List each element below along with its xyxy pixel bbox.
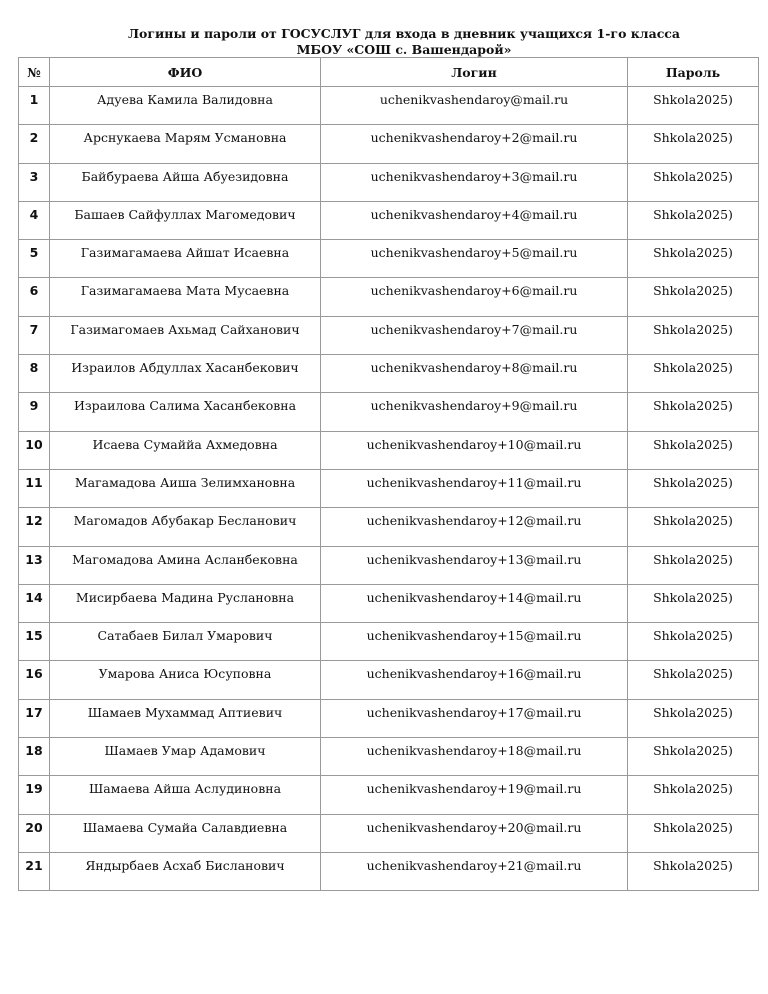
row-number: 6	[19, 278, 50, 316]
student-name: Израилова Салима Хасанбековна	[50, 393, 321, 431]
password-cell: Shkola2025)	[628, 316, 759, 354]
password-cell: Shkola2025)	[628, 163, 759, 201]
password-cell: Shkola2025)	[628, 125, 759, 163]
row-number: 11	[19, 469, 50, 507]
password-cell: Shkola2025)	[628, 699, 759, 737]
password-cell: Shkola2025)	[628, 87, 759, 125]
student-name: Башаев Сайфуллах Магомедович	[50, 201, 321, 239]
row-number: 1	[19, 87, 50, 125]
password-cell: Shkola2025)	[628, 738, 759, 776]
login-cell: uchenikvashendaroy+4@mail.ru	[321, 201, 628, 239]
table-row	[19, 316, 759, 354]
row-number: 15	[19, 623, 50, 661]
student-name: Магомадов Абубакар Бесланович	[50, 508, 321, 546]
login-cell: uchenikvashendaroy+11@mail.ru	[321, 469, 628, 507]
row-number: 14	[19, 584, 50, 622]
table-row	[19, 814, 759, 852]
password-cell: Shkola2025)	[628, 546, 759, 584]
login-cell: uchenikvashendaroy+18@mail.ru	[321, 738, 628, 776]
table-row	[19, 393, 759, 431]
password-cell: Shkola2025)	[628, 584, 759, 622]
password-cell: Shkola2025)	[628, 469, 759, 507]
password-cell: Shkola2025)	[628, 623, 759, 661]
table-row	[19, 87, 759, 125]
password-cell: Shkola2025)	[628, 393, 759, 431]
password-cell: Shkola2025)	[628, 201, 759, 239]
password-cell: Shkola2025)	[628, 508, 759, 546]
student-name: Шамаева Айша Аслудиновна	[50, 776, 321, 814]
table-row	[19, 355, 759, 393]
table-row	[19, 546, 759, 584]
table-row	[19, 201, 759, 239]
student-name: Магамадова Аиша Зелимхановна	[50, 469, 321, 507]
student-name: Магомадова Амина Асланбековна	[50, 546, 321, 584]
table-row	[19, 163, 759, 201]
table-row	[19, 240, 759, 278]
row-number: 8	[19, 355, 50, 393]
document-subtitle: МБОУ «СОШ с. Вашендарой»	[296, 42, 512, 57]
row-number: 21	[19, 852, 50, 890]
login-cell: uchenikvashendaroy+12@mail.ru	[321, 508, 628, 546]
login-cell: uchenikvashendaroy+2@mail.ru	[321, 125, 628, 163]
table-header-row	[19, 58, 759, 87]
password-cell: Shkola2025)	[628, 431, 759, 469]
password-cell: Shkola2025)	[628, 661, 759, 699]
login-cell: uchenikvashendaroy+14@mail.ru	[321, 584, 628, 622]
row-number: 2	[19, 125, 50, 163]
student-name: Яндырбаев Асхаб Бисланович	[50, 852, 321, 890]
table-row	[19, 661, 759, 699]
table-row	[19, 852, 759, 890]
student-name: Шамаев Умар Адамович	[50, 738, 321, 776]
password-cell: Shkola2025)	[628, 852, 759, 890]
login-cell: uchenikvashendaroy+6@mail.ru	[321, 278, 628, 316]
table-row	[19, 278, 759, 316]
document-title: Логины и пароли от ГОСУСЛУГ для входа в дневник учащихся 1-го класса	[127, 26, 681, 41]
row-number: 19	[19, 776, 50, 814]
login-cell: uchenikvashendaroy+16@mail.ru	[321, 661, 628, 699]
student-name: Сатабаев Билал Умарович	[50, 623, 321, 661]
table-row	[19, 469, 759, 507]
student-name: Газимагамаева Мата Мусаевна	[50, 278, 321, 316]
login-cell: uchenikvashendaroy+21@mail.ru	[321, 852, 628, 890]
row-number: 18	[19, 738, 50, 776]
login-cell: uchenikvashendaroy+13@mail.ru	[321, 546, 628, 584]
table-row	[19, 699, 759, 737]
login-cell: uchenikvashendaroy+5@mail.ru	[321, 240, 628, 278]
row-number: 3	[19, 163, 50, 201]
login-cell: uchenikvashendaroy+7@mail.ru	[321, 316, 628, 354]
login-cell: uchenikvashendaroy+8@mail.ru	[321, 355, 628, 393]
password-cell: Shkola2025)	[628, 776, 759, 814]
student-name: Газимагамаева Айшат Исаевна	[50, 240, 321, 278]
row-number: 4	[19, 201, 50, 239]
row-number: 16	[19, 661, 50, 699]
student-name: Байбураева Айша Абуезидовна	[50, 163, 321, 201]
password-cell: Shkola2025)	[628, 278, 759, 316]
credentials-table	[18, 57, 759, 891]
student-name: Мисирбаева Мадина Руслановна	[50, 584, 321, 622]
student-name: Газимагомаев Ахьмад Сайханович	[50, 316, 321, 354]
password-cell: Shkola2025)	[628, 240, 759, 278]
table-row	[19, 738, 759, 776]
login-cell: uchenikvashendaroy+17@mail.ru	[321, 699, 628, 737]
column-header-password: Пароль	[628, 58, 759, 87]
login-cell: uchenikvashendaroy+10@mail.ru	[321, 431, 628, 469]
row-number: 17	[19, 699, 50, 737]
login-cell: uchenikvashendaroy+20@mail.ru	[321, 814, 628, 852]
table-row	[19, 431, 759, 469]
row-number: 7	[19, 316, 50, 354]
student-name: Израилов Абдуллах Хасанбекович	[50, 355, 321, 393]
student-name: Исаева Сумаййа Ахмедовна	[50, 431, 321, 469]
login-cell: uchenikvashendaroy+3@mail.ru	[321, 163, 628, 201]
student-name: Арснукаева Марям Усмановна	[50, 125, 321, 163]
table-row	[19, 508, 759, 546]
table-row	[19, 584, 759, 622]
login-cell: uchenikvashendaroy+15@mail.ru	[321, 623, 628, 661]
table-row	[19, 776, 759, 814]
login-cell: uchenikvashendaroy+19@mail.ru	[321, 776, 628, 814]
column-header-number: №	[19, 58, 50, 87]
table-row	[19, 623, 759, 661]
student-name: Адуева Камила Валидовна	[50, 87, 321, 125]
login-cell: uchenikvashendaroy+9@mail.ru	[321, 393, 628, 431]
login-cell: uchenikvashendaroy@mail.ru	[321, 87, 628, 125]
student-name: Умарова Аниса Юсуповна	[50, 661, 321, 699]
column-header-name: ФИО	[50, 58, 321, 87]
row-number: 9	[19, 393, 50, 431]
row-number: 13	[19, 546, 50, 584]
row-number: 5	[19, 240, 50, 278]
table-row	[19, 125, 759, 163]
column-header-login: Логин	[321, 58, 628, 87]
row-number: 12	[19, 508, 50, 546]
row-number: 20	[19, 814, 50, 852]
row-number: 10	[19, 431, 50, 469]
password-cell: Shkola2025)	[628, 355, 759, 393]
student-name: Шамаев Мухаммад Аптиевич	[50, 699, 321, 737]
student-name: Шамаева Сумайа Салавдиевна	[50, 814, 321, 852]
password-cell: Shkola2025)	[628, 814, 759, 852]
